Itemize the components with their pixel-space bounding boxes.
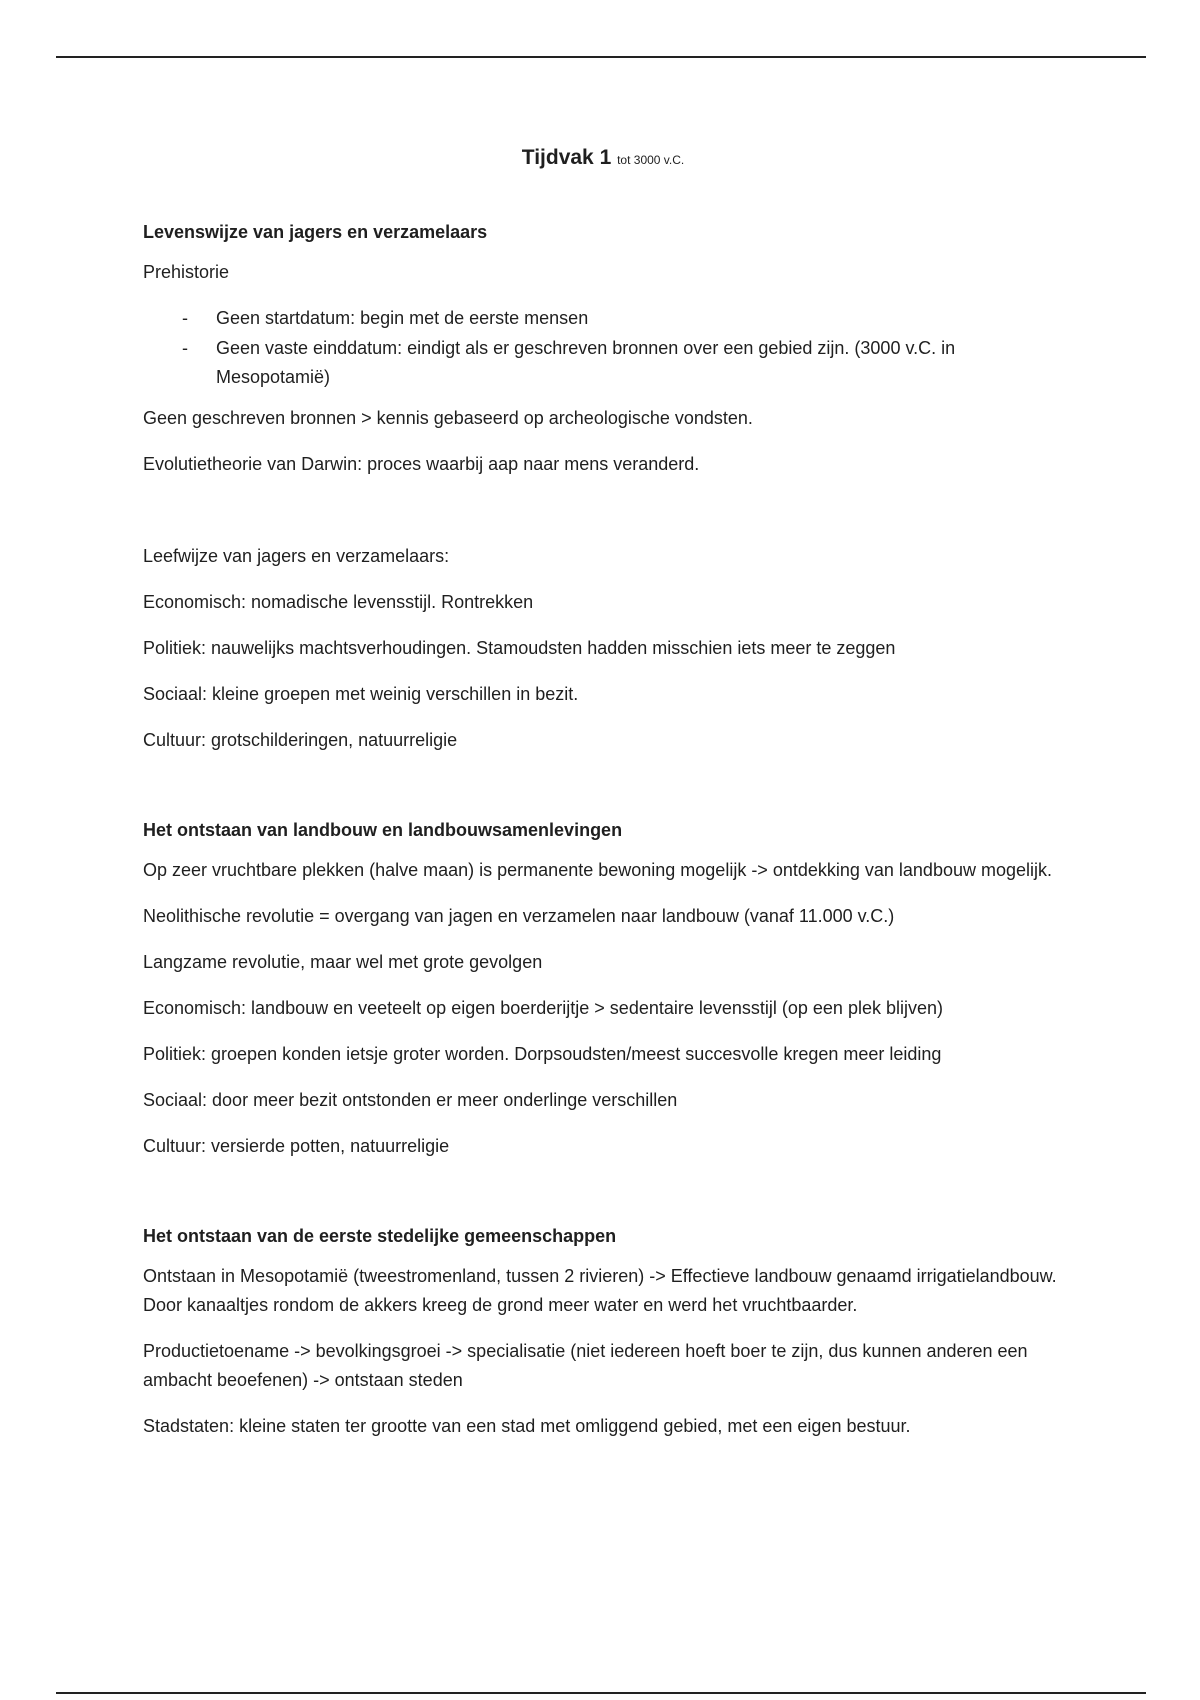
paragraph: Economisch: landbouw en veeteelt op eigen boerderijtje > sedentaire levensstijl (op een plek blijven) [143,998,943,1018]
paragraph: Politiek: nauwelijks machtsverhoudingen. Stamoudsten hadden misschien iets meer te zeggen [143,638,896,658]
paragraph: Evolutietheorie van Darwin: proces waarbij aap naar mens veranderd. [143,454,700,474]
paragraph: Productietoename -> bevolkingsgroei -> specialisatie (niet iedereen hoeft boer te zijn, dus kunnen anderen een ambacht beoefenen) -> ontstaan steden [143,1341,1028,1390]
bottom-rule [56,1692,1146,1694]
section-heading-steden: Het ontstaan van de eerste stedelijke gemeenschappen [143,1226,617,1246]
section-heading-jagers: Levenswijze van jagers en verzamelaars [143,222,488,242]
paragraph: Stadstaten: kleine staten ter grootte van een stad met omliggend gebied, met een eigen bestuur. [143,1416,911,1436]
paragraph: Cultuur: grotschilderingen, natuurreligie [143,730,458,750]
paragraph: Langzame revolutie, maar wel met grote gevolgen [143,952,543,972]
paragraph: Op zeer vruchtbare plekken (halve maan) is permanente bewoning mogelijk -> ontdekking van landbouw mogelijk. [143,860,1052,880]
paragraph: Neolithische revolutie = overgang van jagen en verzamelen naar landbouw (vanaf 11.000 v.C.) [143,906,895,926]
top-rule [56,56,1146,58]
paragraph: Ontstaan in Mesopotamië (tweestromenland, tussen 2 rivieren) -> Effectieve landbouw genaamd irrigatielandbouw. Door kanaaltjes rondom de akkers kreeg de grond meer water en werd het vruchtbaarder. [143,1266,1057,1315]
spacer [143,496,1063,542]
spacer [143,1178,1063,1224]
spacer [143,772,1063,818]
section-heading-landbouw: Het ontstaan van landbouw en landbouwsamenlevingen [143,820,623,840]
paragraph: Leefwijze van jagers en verzamelaars: [143,546,450,566]
paragraph: Politiek: groepen konden ietsje groter worden. Dorpsoudsten/meest succesvolle kregen meer leiding [143,1044,942,1064]
paragraph: Sociaal: kleine groepen met weinig verschillen in bezit. [143,684,579,704]
list-item: - Geen vaste einddatum: eindigt als er geschreven bronnen over een gebied zijn. (3000 v.C. in Mesopotamië) [216,334,1063,392]
paragraph: Geen geschreven bronnen > kennis gebaseerd op archeologische vondsten. [143,408,753,428]
bullet-list [143,304,1063,392]
paragraph: Economisch: nomadische levensstijl. Rontrekken [143,592,534,612]
paragraph: Sociaal: door meer bezit ontstonden er meer onderlinge verschillen [143,1090,678,1110]
title-sub: tot 3000 v.C. [617,153,685,167]
document-title [143,146,1063,170]
document-page [143,146,1063,1458]
list-item: - Geen startdatum: begin met de eerste mensen [216,304,1063,333]
paragraph: Prehistorie [143,262,230,282]
title-main: Tijdvak 1 [521,146,612,169]
paragraph: Cultuur: versierde potten, natuurreligie [143,1136,450,1156]
